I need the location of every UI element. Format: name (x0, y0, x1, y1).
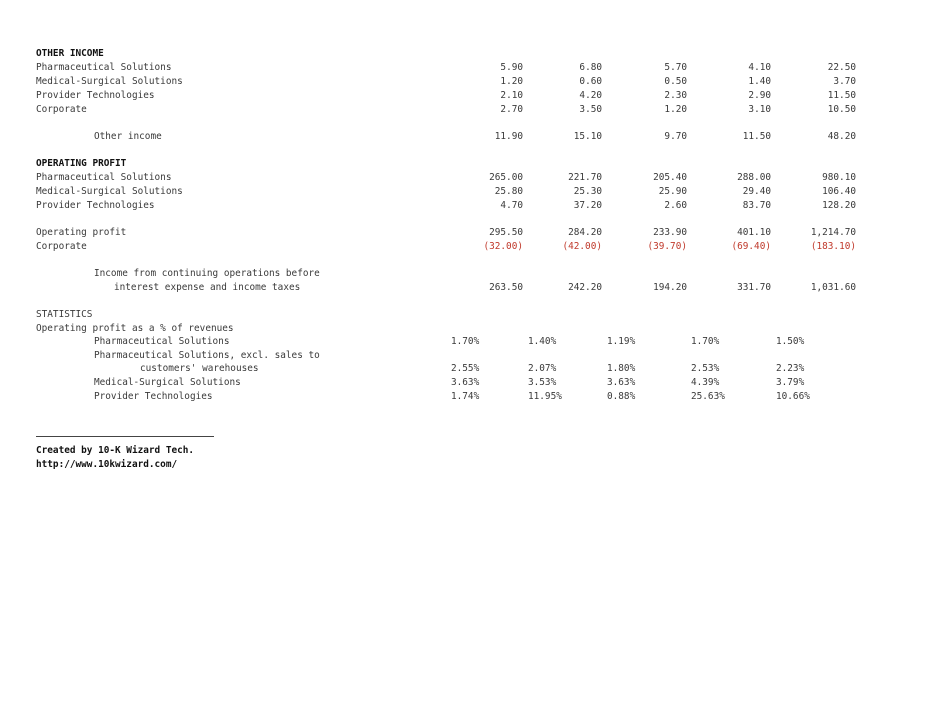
row-label: Medical-Surgical Solutions (36, 186, 183, 197)
pct-cell: 25.63% (691, 391, 725, 402)
cell: 3.50 (579, 104, 602, 115)
cell: 25.80 (494, 186, 523, 197)
cell: 263.50 (489, 282, 523, 293)
row-label: Corporate (36, 104, 87, 115)
row-label: Pharmaceutical Solutions (36, 62, 172, 73)
pct-cell: 3.63% (451, 377, 480, 388)
pct-cell: 1.50% (776, 336, 805, 347)
pct-cell: 1.40% (528, 336, 557, 347)
cell: 401.10 (737, 227, 771, 238)
stat-label-line2: customers' warehouses (140, 363, 259, 374)
cell: 233.90 (653, 227, 687, 238)
cell: 25.90 (658, 186, 687, 197)
row-label: Provider Technologies (36, 90, 155, 101)
cell: 25.30 (573, 186, 602, 197)
stat-label: Provider Technologies (94, 391, 213, 402)
income-label-line2: interest expense and income taxes (114, 282, 301, 293)
cell: 242.20 (568, 282, 602, 293)
cell: 2.70 (500, 104, 523, 115)
cell: 0.50 (664, 76, 687, 87)
negative-cell: (42.00) (562, 241, 602, 252)
negative-cell: (32.00) (483, 241, 523, 252)
income-label-line1: Income from continuing operations before (94, 268, 320, 279)
cell: 83.70 (742, 200, 771, 211)
pct-cell: 0.88% (607, 391, 636, 402)
row-label: Medical-Surgical Solutions (36, 76, 183, 87)
row-label: Operating profit (36, 227, 127, 238)
pct-cell: 4.39% (691, 377, 720, 388)
cell: 5.90 (500, 62, 523, 73)
pct-cell: 3.63% (607, 377, 636, 388)
negative-cell: (69.40) (731, 241, 771, 252)
pct-cell: 2.53% (691, 363, 720, 374)
cell: 48.20 (827, 131, 856, 142)
cell: 1,031.60 (810, 282, 856, 293)
other-income-heading: OTHER INCOME (36, 48, 104, 59)
cell: 284.20 (568, 227, 602, 238)
cell: 221.70 (568, 172, 602, 183)
cell: 1.20 (500, 76, 523, 87)
cell: 3.10 (748, 104, 771, 115)
cell: 194.20 (653, 282, 687, 293)
stat-label: Pharmaceutical Solutions (94, 336, 230, 347)
cell: 331.70 (737, 282, 771, 293)
statistics-subheading: Operating profit as a % of revenues (36, 323, 234, 334)
footer-credit: Created by 10-K Wizard Tech. (36, 445, 195, 456)
negative-cell: (39.70) (647, 241, 687, 252)
pct-cell: 1.74% (451, 391, 480, 402)
total-label: Other income (94, 131, 162, 142)
row-label: Corporate (36, 241, 87, 252)
cell: 9.70 (664, 131, 687, 142)
pct-cell: 3.53% (528, 377, 557, 388)
negative-cell: (183.10) (810, 241, 856, 252)
pct-cell: 3.79% (776, 377, 805, 388)
pct-cell: 11.95% (528, 391, 562, 402)
pct-cell: 1.80% (607, 363, 636, 374)
row-label: Pharmaceutical Solutions (36, 172, 172, 183)
cell: 1.20 (664, 104, 687, 115)
cell: 2.60 (664, 200, 687, 211)
cell: 0.60 (579, 76, 602, 87)
cell: 2.10 (500, 90, 523, 101)
cell: 10.50 (827, 104, 856, 115)
cell: 205.40 (653, 172, 687, 183)
cell: 2.30 (664, 90, 687, 101)
stat-label: Medical-Surgical Solutions (94, 377, 241, 388)
cell: 4.10 (748, 62, 771, 73)
cell: 2.90 (748, 90, 771, 101)
cell: 4.20 (579, 90, 602, 101)
pct-cell: 2.23% (776, 363, 805, 374)
pct-cell: 1.19% (607, 336, 636, 347)
statistics-heading: STATISTICS (36, 309, 93, 320)
footer-link[interactable]: http://www.10kwizard.com/ (36, 459, 178, 470)
cell: 15.10 (573, 131, 602, 142)
pct-cell: 2.55% (451, 363, 480, 374)
cell: 11.50 (827, 90, 856, 101)
cell: 288.00 (737, 172, 771, 183)
cell: 37.20 (573, 200, 602, 211)
cell: 980.10 (822, 172, 856, 183)
cell: 265.00 (489, 172, 523, 183)
cell: 128.20 (822, 200, 856, 211)
pct-cell: 1.70% (451, 336, 480, 347)
cell: 106.40 (822, 186, 856, 197)
cell: 3.70 (833, 76, 856, 87)
cell: 22.50 (827, 62, 856, 73)
operating-profit-heading: OPERATING PROFIT (36, 158, 127, 169)
cell: 11.90 (494, 131, 523, 142)
stat-label: Pharmaceutical Solutions, excl. sales to (94, 350, 320, 361)
cell: 1.40 (748, 76, 771, 87)
cell: 11.50 (742, 131, 771, 142)
cell: 4.70 (500, 200, 523, 211)
footer-divider (36, 436, 214, 437)
row-label: Provider Technologies (36, 200, 155, 211)
cell: 295.50 (489, 227, 523, 238)
cell: 1,214.70 (810, 227, 856, 238)
pct-cell: 2.07% (528, 363, 557, 374)
pct-cell: 1.70% (691, 336, 720, 347)
cell: 29.40 (742, 186, 771, 197)
pct-cell: 10.66% (776, 391, 810, 402)
cell: 5.70 (664, 62, 687, 73)
cell: 6.80 (579, 62, 602, 73)
